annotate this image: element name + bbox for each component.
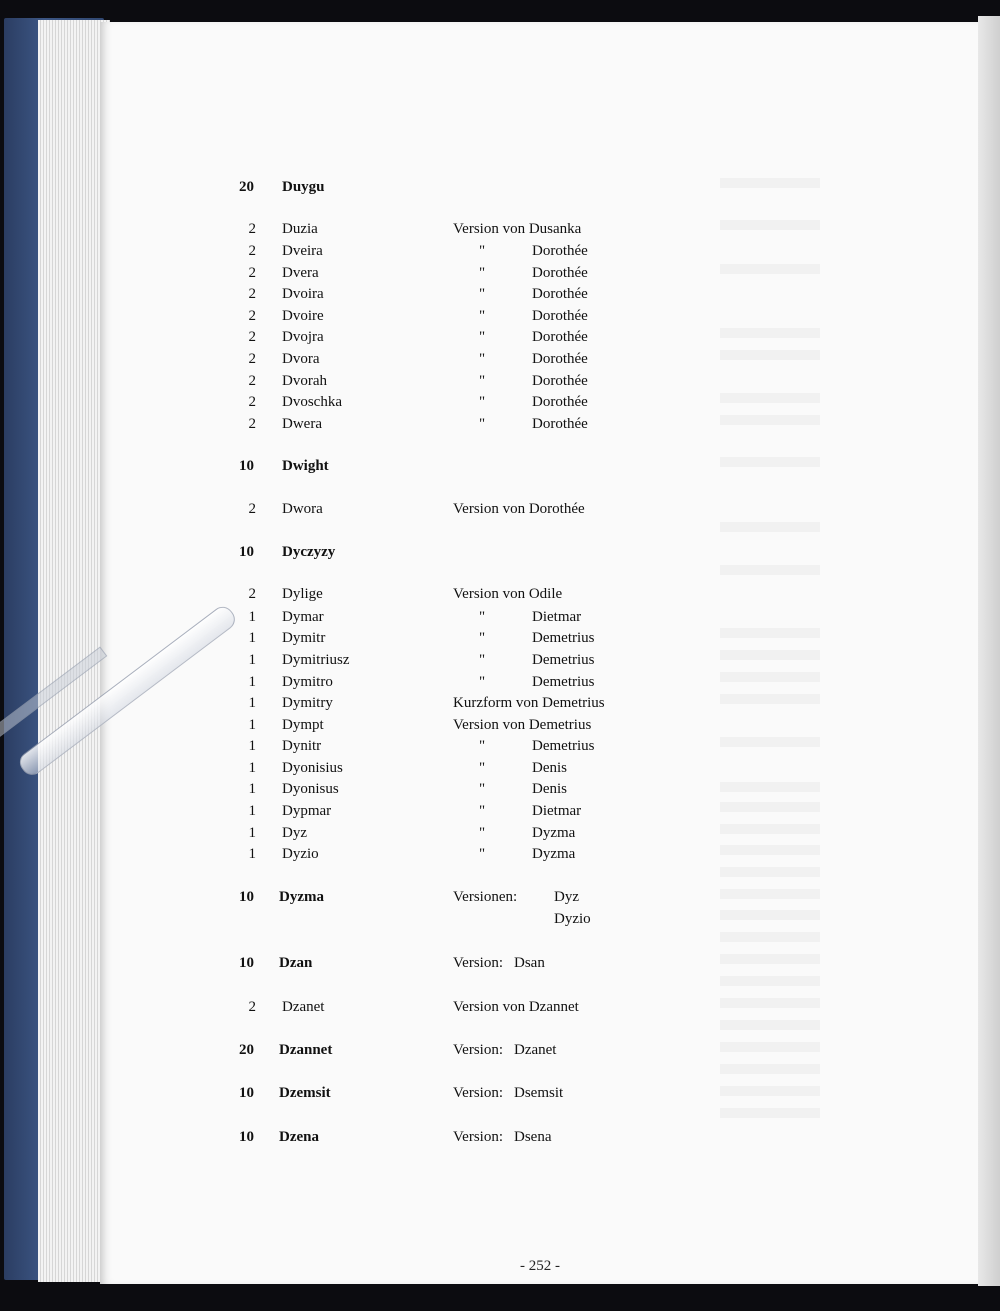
entry-number: 10 bbox=[239, 955, 254, 971]
entry-reference: Demetrius bbox=[532, 674, 595, 690]
entry-name: Dvera bbox=[282, 265, 319, 281]
ditto-mark: " bbox=[479, 781, 486, 797]
entry-reference: Dsena bbox=[514, 1129, 552, 1145]
entry-reference: Demetrius bbox=[532, 652, 595, 668]
entry-number: 2 bbox=[248, 286, 256, 302]
entry-reference: Dorothée bbox=[532, 416, 588, 432]
entry-number: 1 bbox=[248, 609, 256, 625]
entry-number: 1 bbox=[248, 781, 256, 797]
entry-number: 1 bbox=[248, 652, 256, 668]
entry-name: Dymitry bbox=[282, 695, 333, 711]
entry-name: Dvoire bbox=[282, 308, 324, 324]
entry-reference: Dyzio bbox=[554, 911, 591, 927]
entry-number: 10 bbox=[239, 1129, 254, 1145]
entry-number: 1 bbox=[248, 630, 256, 646]
entry-reference: Dsemsit bbox=[514, 1085, 564, 1101]
ditto-mark: " bbox=[479, 286, 486, 302]
entry-reference: Dyzma bbox=[532, 846, 576, 862]
next-page-edge bbox=[978, 16, 1000, 1286]
ditto-mark: " bbox=[479, 846, 486, 862]
entry-name: Dwora bbox=[282, 501, 323, 517]
entry-name: Dwera bbox=[282, 416, 322, 432]
entry-name: Dyzma bbox=[279, 889, 324, 905]
entry-number: 2 bbox=[248, 999, 256, 1015]
entry-name: Dzena bbox=[279, 1129, 319, 1145]
entry-description: Versionen: bbox=[453, 889, 518, 905]
entry-description: Version von Dzannet bbox=[453, 999, 579, 1015]
entry-reference: Dietmar bbox=[532, 803, 582, 819]
entry-reference: Dsan bbox=[514, 955, 545, 971]
entry-reference: Demetrius bbox=[532, 738, 595, 754]
entry-number: 10 bbox=[239, 889, 254, 905]
entry-name: Dypmar bbox=[282, 803, 332, 819]
entry-name: Dynitr bbox=[282, 738, 322, 754]
entry-number: 2 bbox=[248, 243, 256, 259]
entry-name: Dyonisius bbox=[282, 760, 343, 776]
entry-reference: Dzanet bbox=[514, 1042, 557, 1058]
entry-name: Dvojra bbox=[282, 329, 324, 345]
entry-number: 1 bbox=[248, 760, 256, 776]
entry-name: Dymitriusz bbox=[282, 652, 350, 668]
entry-description: Version: bbox=[453, 1129, 503, 1145]
entry-number: 1 bbox=[248, 846, 256, 862]
entry-name: Duzia bbox=[282, 221, 318, 237]
ditto-mark: " bbox=[479, 351, 486, 367]
entry-reference: Dyzma bbox=[532, 825, 576, 841]
entry-number: 1 bbox=[248, 717, 256, 733]
ditto-mark: " bbox=[479, 674, 486, 690]
entry-name: Dzemsit bbox=[279, 1085, 331, 1101]
entry-reference: Dietmar bbox=[532, 609, 582, 625]
entry-reference: Denis bbox=[532, 760, 567, 776]
entry-name: Dyczyzy bbox=[282, 544, 336, 560]
entry-name: Dwight bbox=[282, 458, 329, 474]
entry-description: Version von Demetrius bbox=[453, 717, 592, 733]
entry-number: 10 bbox=[239, 458, 254, 474]
book-page bbox=[100, 22, 978, 1284]
entry-name: Dympt bbox=[282, 717, 324, 733]
entry-reference: Dyz bbox=[554, 889, 579, 905]
entry-number: 1 bbox=[248, 674, 256, 690]
entry-name: Duygu bbox=[282, 179, 325, 195]
entry-description: Version: bbox=[453, 955, 503, 971]
entry-description: Version: bbox=[453, 1085, 503, 1101]
ditto-mark: " bbox=[479, 329, 486, 345]
entry-name: Dvora bbox=[282, 351, 320, 367]
entry-reference: Dorothée bbox=[532, 286, 588, 302]
entry-reference: Dorothée bbox=[532, 329, 588, 345]
entry-name: Dveira bbox=[282, 243, 323, 259]
entry-reference: Demetrius bbox=[532, 630, 595, 646]
name-entries bbox=[100, 22, 978, 1284]
entry-name: Dyzio bbox=[282, 846, 319, 862]
entry-description: Kurzform von Demetrius bbox=[453, 695, 605, 711]
ditto-mark: " bbox=[479, 243, 486, 259]
entry-number: 2 bbox=[248, 308, 256, 324]
ditto-mark: " bbox=[479, 803, 486, 819]
entry-number: 2 bbox=[248, 373, 256, 389]
entry-reference: Dorothée bbox=[532, 265, 588, 281]
page-number: - 252 - bbox=[520, 1258, 560, 1274]
ditto-mark: " bbox=[479, 738, 486, 754]
ditto-mark: " bbox=[479, 308, 486, 324]
entry-name: Dylige bbox=[282, 586, 323, 602]
ditto-mark: " bbox=[479, 416, 486, 432]
entry-reference: Dorothée bbox=[532, 351, 588, 367]
entry-number: 2 bbox=[248, 329, 256, 345]
entry-number: 2 bbox=[248, 394, 256, 410]
ditto-mark: " bbox=[479, 373, 486, 389]
ditto-mark: " bbox=[479, 652, 486, 668]
entry-number: 1 bbox=[248, 738, 256, 754]
entry-name: Dymitro bbox=[282, 674, 333, 690]
entry-name: Dzanet bbox=[282, 999, 325, 1015]
ditto-mark: " bbox=[479, 609, 486, 625]
entry-name: Dvoschka bbox=[282, 394, 342, 410]
entry-number: 2 bbox=[248, 351, 256, 367]
entry-number: 20 bbox=[239, 179, 254, 195]
entry-number: 10 bbox=[239, 1085, 254, 1101]
entry-reference: Dorothée bbox=[532, 373, 588, 389]
entry-number: 2 bbox=[248, 416, 256, 432]
entry-name: Dyonisus bbox=[282, 781, 339, 797]
entry-name: Dzan bbox=[279, 955, 313, 971]
entry-reference: Dorothée bbox=[532, 394, 588, 410]
entry-name: Dzannet bbox=[279, 1042, 333, 1058]
entry-description: Version von Dorothée bbox=[453, 501, 585, 517]
entry-name: Dyz bbox=[282, 825, 307, 841]
entry-number: 2 bbox=[248, 265, 256, 281]
entry-number: 10 bbox=[239, 544, 254, 560]
entry-name: Dvorah bbox=[282, 373, 327, 389]
entry-number: 1 bbox=[248, 695, 256, 711]
ditto-mark: " bbox=[479, 825, 486, 841]
entry-number: 2 bbox=[248, 221, 256, 237]
entry-reference: Denis bbox=[532, 781, 567, 797]
entry-description: Version: bbox=[453, 1042, 503, 1058]
entry-description: Version von Dusanka bbox=[453, 221, 582, 237]
ditto-mark: " bbox=[479, 760, 486, 776]
entry-number: 20 bbox=[239, 1042, 254, 1058]
entry-number: 2 bbox=[248, 501, 256, 517]
entry-reference: Dorothée bbox=[532, 308, 588, 324]
entry-number: 2 bbox=[248, 586, 256, 602]
entry-number: 1 bbox=[248, 825, 256, 841]
entry-name: Dymar bbox=[282, 609, 324, 625]
entry-name: Dvoira bbox=[282, 286, 324, 302]
ditto-mark: " bbox=[479, 630, 486, 646]
entry-name: Dymitr bbox=[282, 630, 326, 646]
ditto-mark: " bbox=[479, 265, 486, 281]
entry-description: Version von Odile bbox=[453, 586, 563, 602]
entry-number: 1 bbox=[248, 803, 256, 819]
ditto-mark: " bbox=[479, 394, 486, 410]
entry-reference: Dorothée bbox=[532, 243, 588, 259]
